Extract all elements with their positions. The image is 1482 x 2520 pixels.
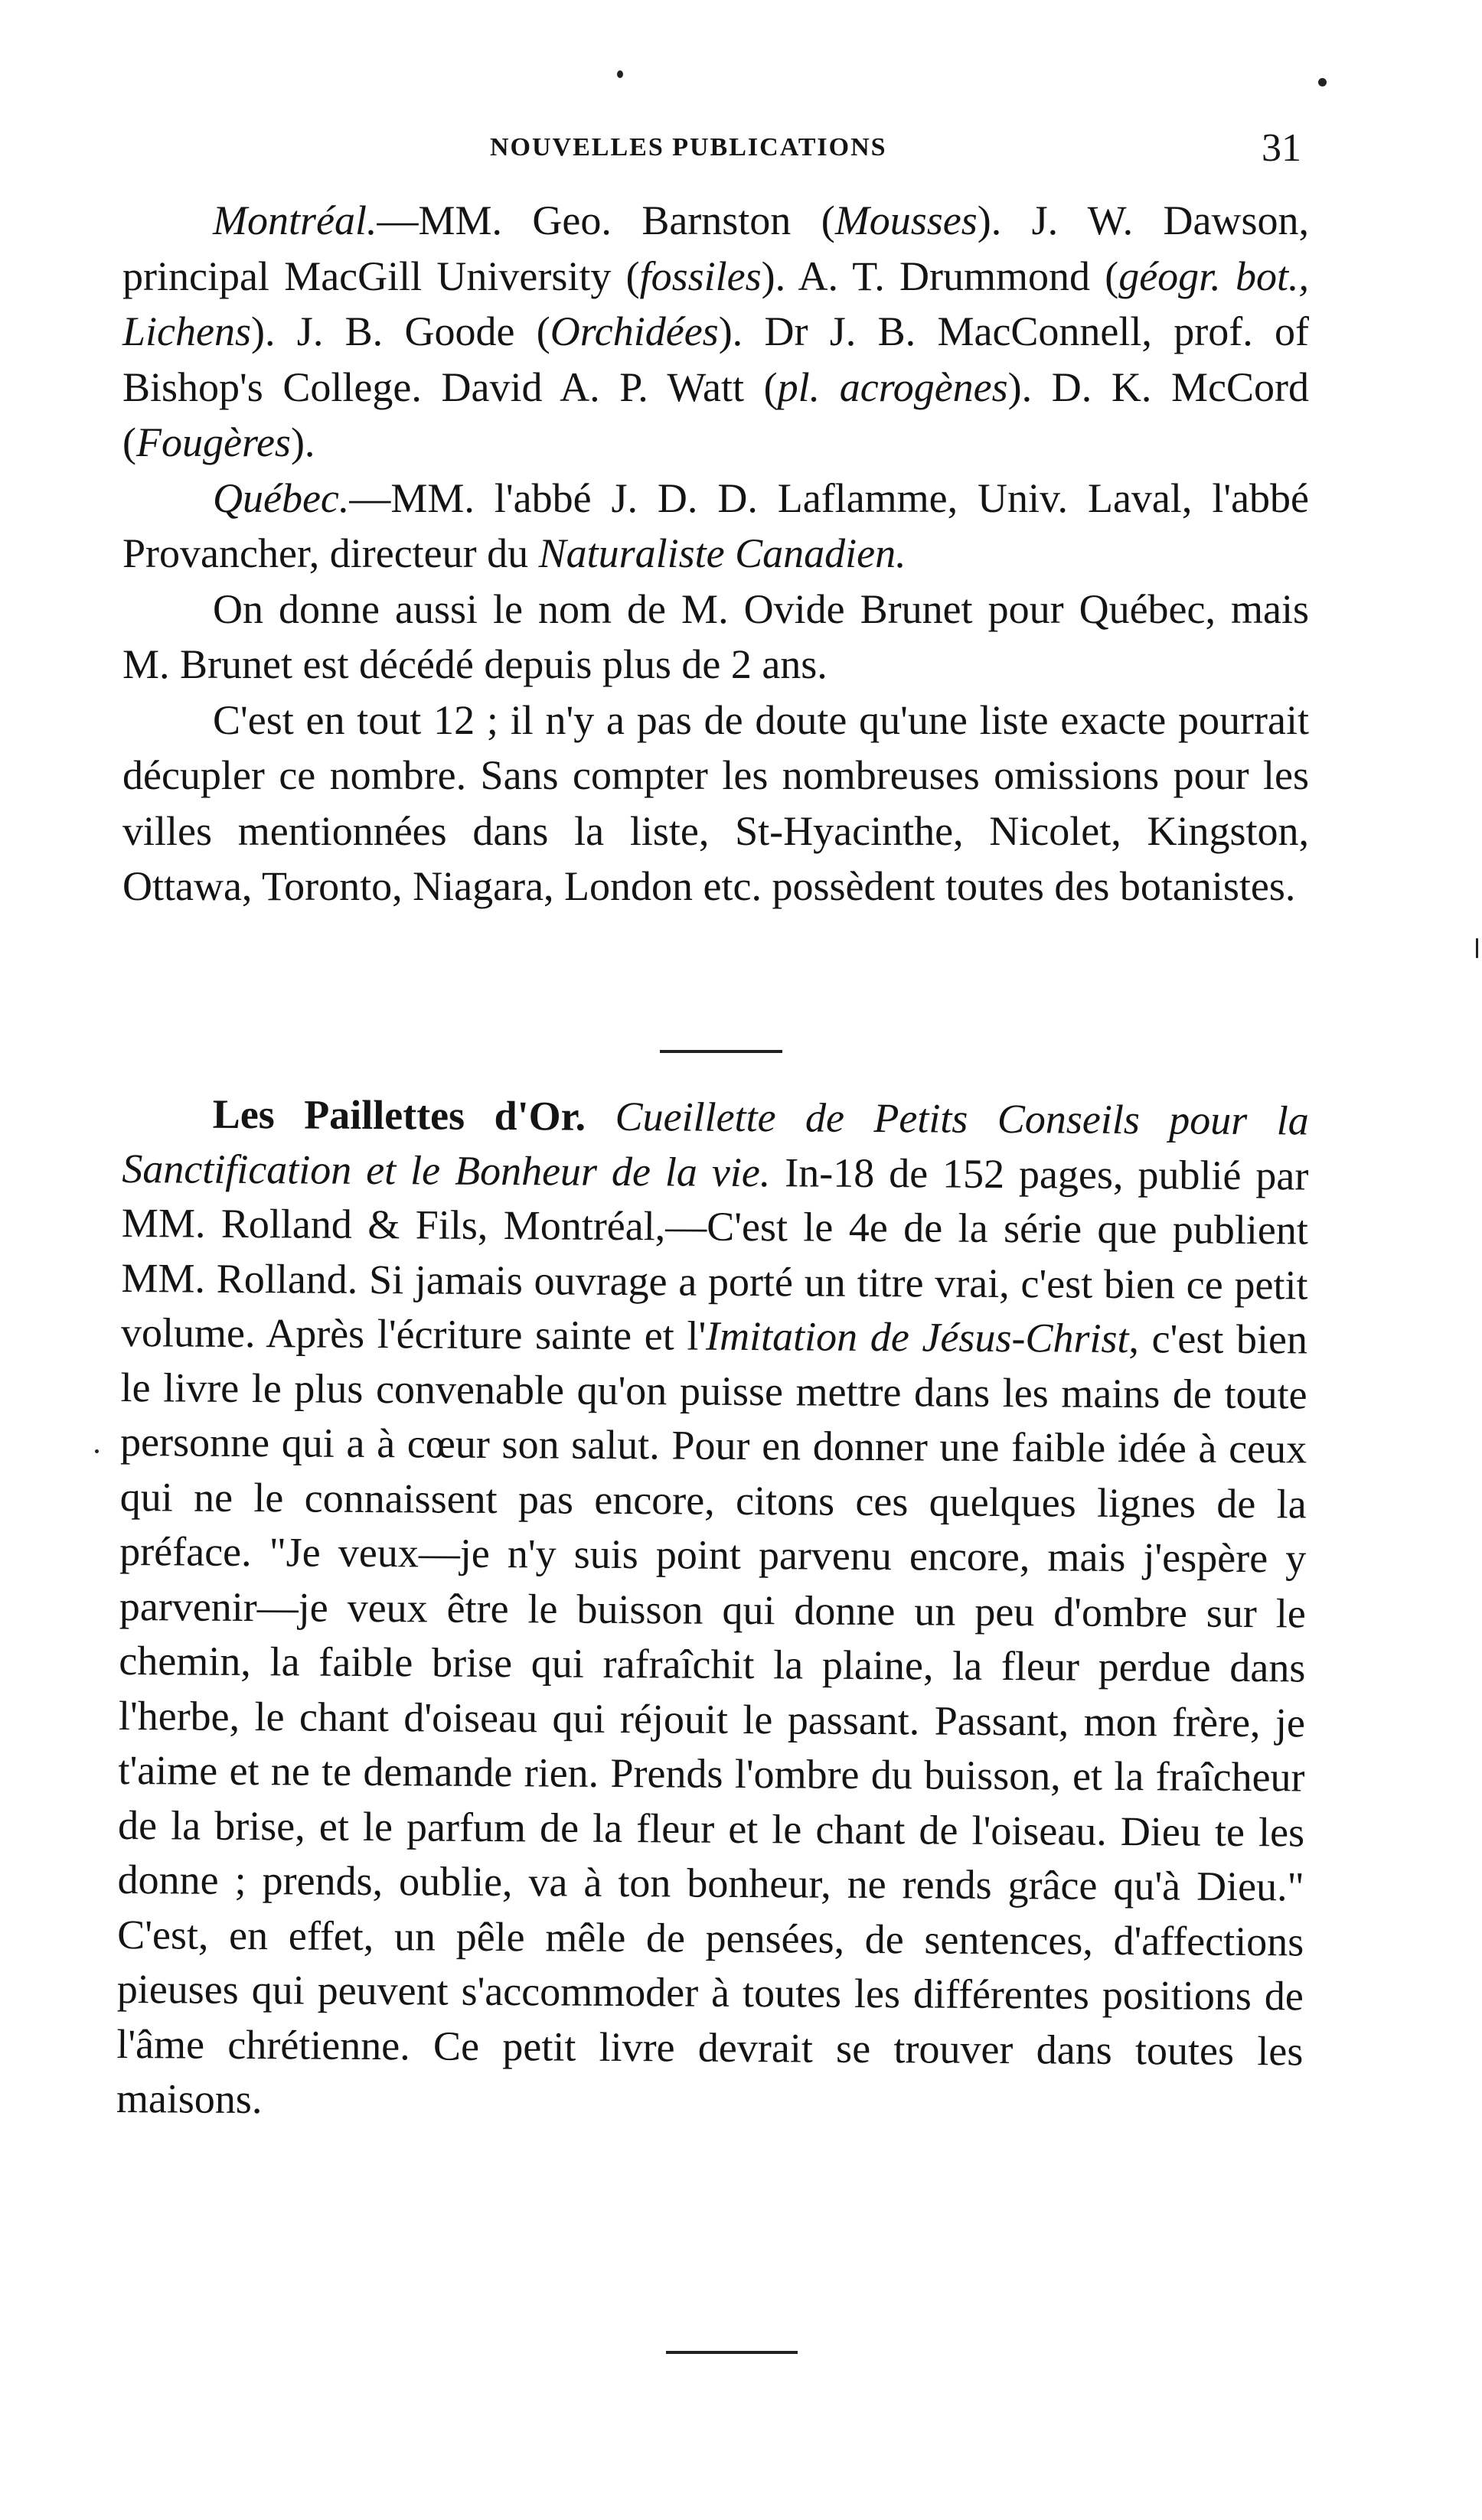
text-run: ). A. T. Drummond ( xyxy=(761,253,1119,299)
text-run: , c'est bien le livre le plus convenable qu'on puisse mettre dans les mains de toute personne qui a à cœur son salut. Pour en donner une faible idée à ceux qui ne le connaissent pas encore, citons ces quelques lignes de la préface. "Je veux—je n'y suis point parvenu encore, mais j'espère y parvenir—je veux être le buisson qui donne un peu d'ombre sur le chemin, la faible brise qui rafraîchit la plaine, la fleur perdue dans l'herbe, le chant d'oiseau qui réjouit le passant. Passant, mon frère, je t'aime et ne te demande rien. Prends l'ombre du buisson, et la fraîcheur de la brise, et le parfum de la fleur et le chant de l'oiseau. Dieu te les donne ; prends, oublie, va à ton bonheur, ne rends grâce qu'à Dieu." C'est, en effet, un pêle mêle de pensées, de sentences, d'affections pieuses qui peuvent s'accommoder à toutes les différentes positions de l'âme chrétienne. Ce petit livre devrait se trouver dans toutes les maisons. xyxy=(116,1315,1308,2123)
journal-title: Naturaliste Canadien. xyxy=(538,530,906,576)
cited-work-title: Imitation de Jésus-Christ xyxy=(705,1312,1129,1362)
ink-speck xyxy=(617,70,623,78)
book-title: Les Paillettes d'Or. xyxy=(212,1090,586,1139)
botanists-list-section xyxy=(122,193,1309,914)
text-run: ). J. B. Goode ( xyxy=(251,308,550,354)
specialty: Fougères xyxy=(135,419,291,465)
page-header xyxy=(490,126,1301,182)
city-name: Québec. xyxy=(213,474,350,521)
specialty: fossiles xyxy=(639,253,762,299)
book-review-section xyxy=(116,1087,1309,2134)
text-run: ). J. W. Dawson, principal MacGill University ( xyxy=(122,197,1309,299)
text-run: ). Dr J. B. MacConnell, prof. of Bishop's College. David A. P. Watt ( xyxy=(122,308,1309,410)
running-head: NOUVELLES PUBLICATIONS xyxy=(490,133,887,161)
text-run: ). D. K. McCord ( xyxy=(122,363,1309,465)
book-subtitle: Cueillette de Petits Conseils pour la Sanctification et le Bonheur de la vie. xyxy=(122,1093,1309,1195)
page-number: 31 xyxy=(1262,126,1301,170)
paragraph-review xyxy=(116,1087,1309,2134)
text-run: In-18 de 152 pages, publié par MM. Rolland & Fils, Montréal,—C'est le 4e de la série que publient MM. Rolland. Si jamais ouvrage a porté un titre vrai, c'est bien ce petit volume. Après l'écriture sainte et l' xyxy=(120,1149,1309,1359)
specialty: pl. acrogènes xyxy=(777,363,1008,410)
text-run: —MM. Geo. Barnston ( xyxy=(377,197,835,243)
specialty: géogr. bot., Lichens xyxy=(122,253,1309,354)
specialty: Mousses xyxy=(834,197,978,243)
paragraph-quebec xyxy=(122,471,1309,582)
text-run: ). xyxy=(290,419,315,465)
ink-speck xyxy=(95,1449,99,1453)
section-divider xyxy=(660,1050,782,1053)
paragraph-count: C'est en tout 12 ; il n'y a pas de doute qu'une liste exacte pourrait décupler ce nombre. Sans compter les nombreuses omissions pour les villes mentionnées dans la liste, St-Hyacinthe, Nicolet, Kingston, Ottawa, Toronto, Niagara, London etc. possèdent toutes des botanistes. xyxy=(122,696,1309,909)
section-divider xyxy=(666,2351,798,2354)
specialty: Orchidées xyxy=(550,308,719,354)
ink-speck xyxy=(1476,938,1478,958)
city-name: Montréal. xyxy=(213,197,377,243)
paragraph-montreal xyxy=(122,193,1309,471)
ink-speck xyxy=(1318,78,1327,86)
paragraph-brunet: On donne aussi le nom de M. Ovide Brunet pour Québec, mais M. Brunet est décédé depuis plus de 2 ans. xyxy=(122,585,1309,687)
text-run: —MM. l'abbé J. D. D. Laflamme, Univ. Laval, l'abbé Provancher, directeur du xyxy=(122,474,1309,576)
